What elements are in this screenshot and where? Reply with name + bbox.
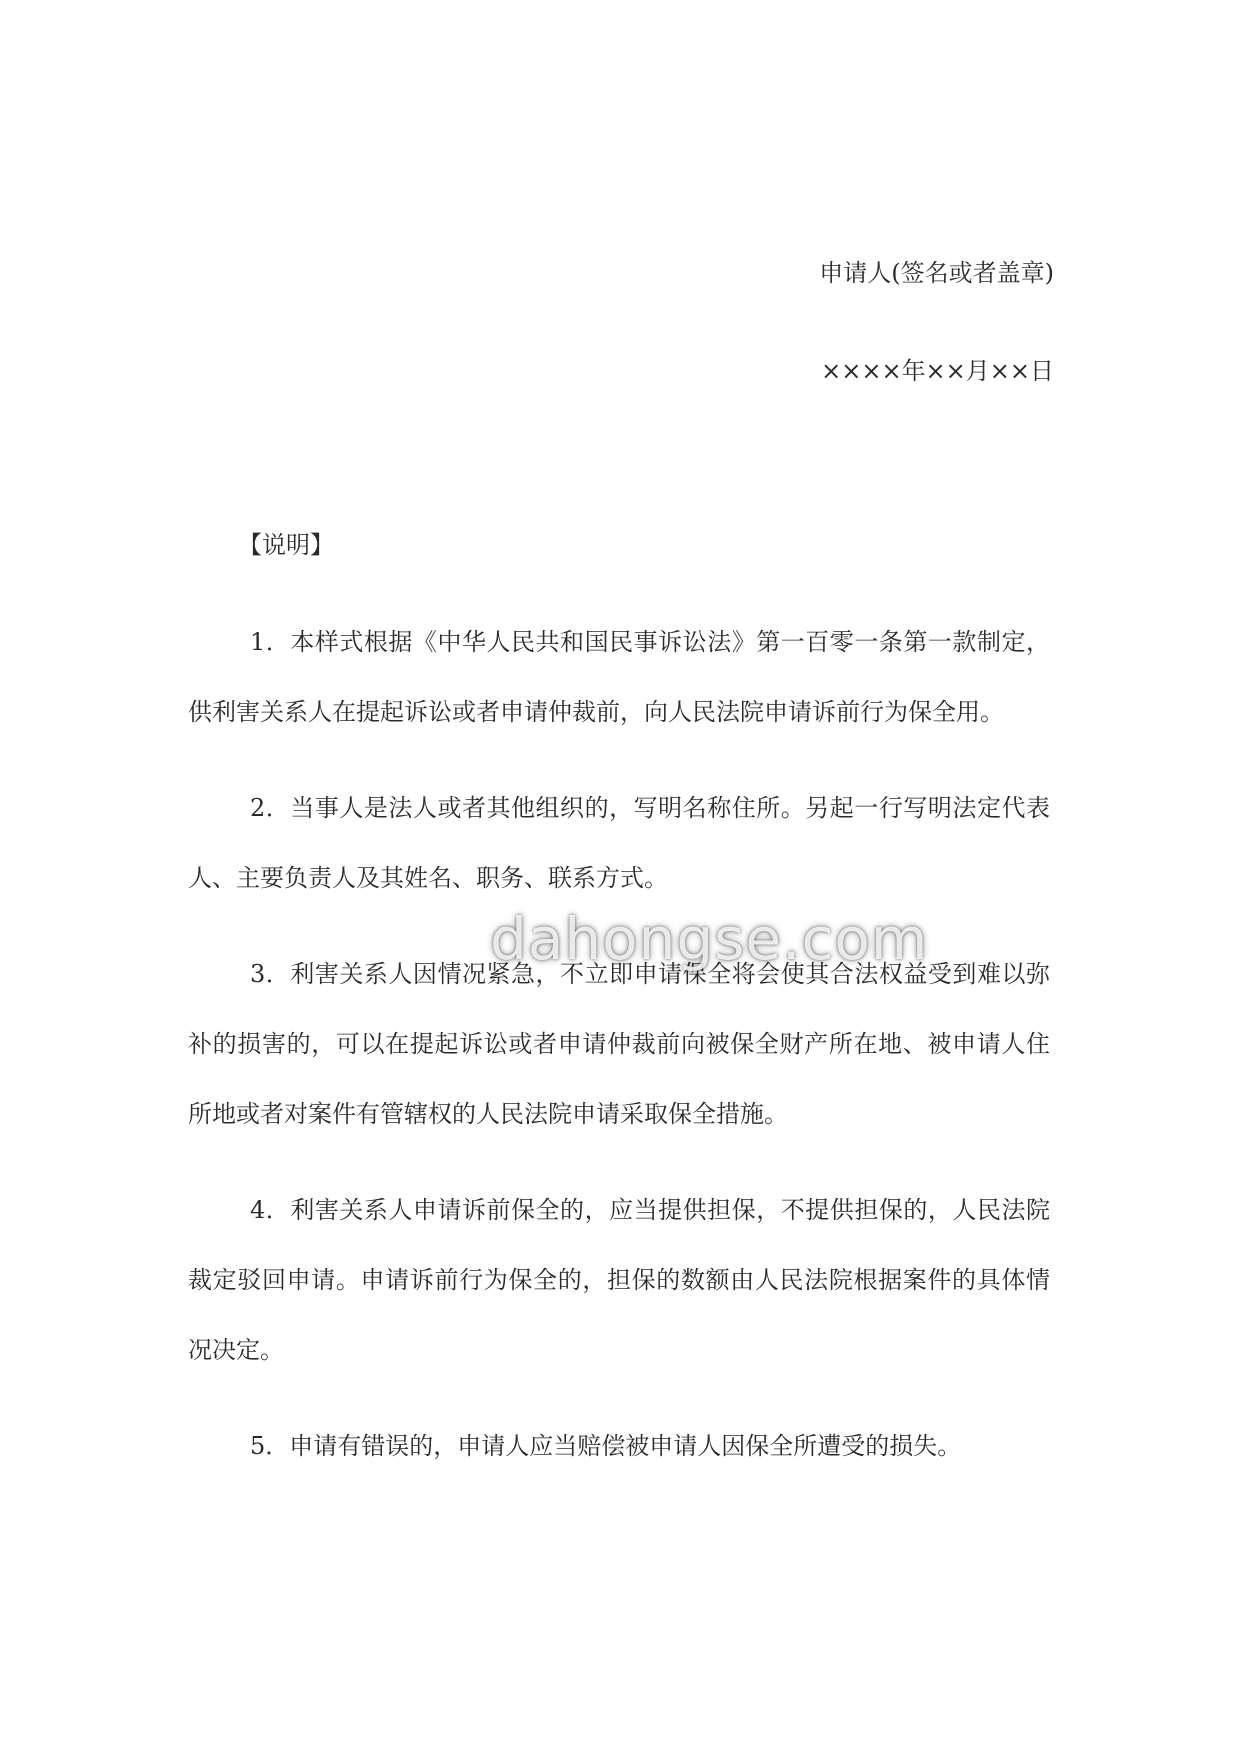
note-item-4: 4．利害关系人申请诉前保全的，应当提供担保，不提供担保的，人民法院裁定驳回申请。申请诉前行为保全的，担保的数额由人民法院根据案件的具体情况决定。 (188, 1196, 1050, 1364)
notes-section (188, 525, 1050, 1507)
note-item-1: 1．本样式根据《中华人民共和国民事诉讼法》第一百零一条第一款制定，供利害关系人在提起诉讼或者申请仲裁前，向人民法院申请诉前行为保全用。 (188, 628, 1050, 726)
signature-date: ××××年××月××日 (821, 357, 1054, 385)
applicant-signature-label: 申请人(签名或者盖章) (819, 259, 1054, 287)
notes-heading: 【说明】 (238, 531, 334, 559)
watermark: dahongse.com (490, 905, 929, 973)
note-item-2: 2．当事人是法人或者其他组织的，写明名称住所。另起一行写明法定代表人、主要负责人及其姓名、职务、联系方式。 (188, 794, 1050, 892)
signature-block (819, 253, 1054, 391)
note-item-5: 5．申请有错误的，申请人应当赔偿被申请人因保全所遭受的损失。 (250, 1432, 962, 1460)
note-item-3: 3．利害关系人因情况紧急，不立即申请保全将会使其合法权益受到难以弥补的损害的，可以在提起诉讼或者申请仲裁前向被保全财产所在地、被申请人住所地或者对案件有管辖权的人民法院申请采取保全措施。 (188, 960, 1050, 1128)
